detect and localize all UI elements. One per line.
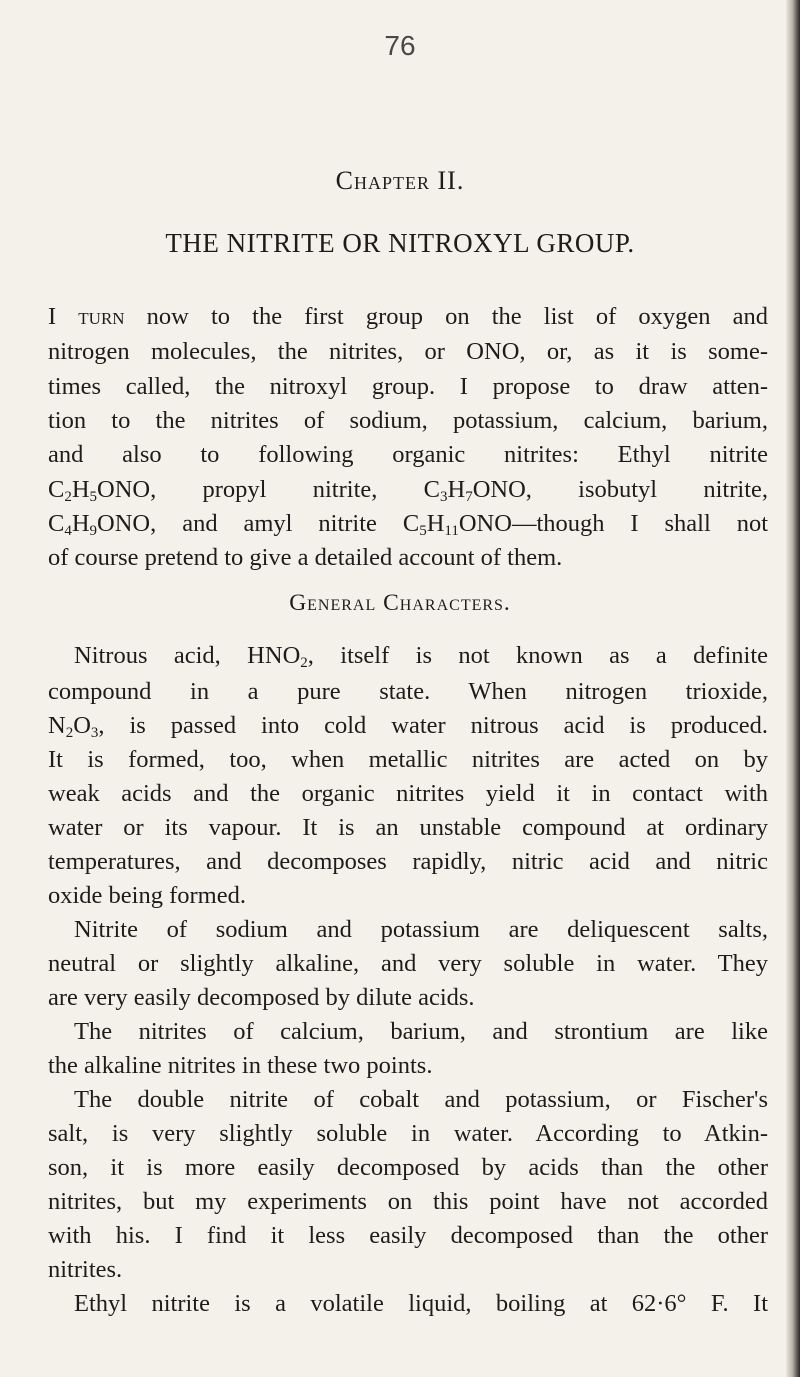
- text-line: are very easily decomposed by dilute acids.: [48, 984, 475, 1011]
- text-line: of course pretend to give a detailed account of them.: [48, 544, 563, 571]
- text-line: times called, the nitroxyl group. I propose to draw atten-: [48, 373, 768, 400]
- text-line: water or its vapour. It is an unstable compound at ordinary: [48, 814, 768, 841]
- text-line: $N_2O_3$, is passed into cold water nitrous acid is produced.: [48, 712, 768, 741]
- chapter-title: THE NITRITE OR NITROXYL GROUP.: [165, 228, 635, 258]
- text-line: weak acids and the organic nitrites yield it in contact with: [48, 780, 768, 807]
- text-line: Nitrous acid, $HNO_2$, itself is not known as a definite: [74, 642, 768, 671]
- text-line: temperatures, and decomposes rapidly, nitric acid and nitric: [48, 848, 768, 875]
- text-line: oxide being formed.: [48, 882, 246, 909]
- page-number: 76: [384, 30, 416, 61]
- text-line: compound in a pure state. When nitrogen trioxide,: [48, 678, 768, 705]
- text-line: $C_2H_5ONO$, propyl nitrite, $C_3H_7ONO$, isobutyl nitrite,: [48, 476, 769, 505]
- formula: $C_4H_9ONO$: [48, 510, 151, 539]
- text-line: Ethyl nitrite is a volatile liquid, boiling at 62·6° F. It: [74, 1290, 768, 1317]
- text-line: I turn now to the first group on the list of oxygen and: [48, 303, 768, 330]
- formula: $C_5H_{11}ONO$: [402, 510, 512, 539]
- text-line: $C_4H_9ONO$, and amyl nitrite $C_5H_{11}ONO—though$ I shall not: [48, 510, 769, 539]
- text-line: The double nitrite of cobalt and potassium, or Fischer's: [74, 1086, 768, 1113]
- text-line: nitrogen molecules, the nitrites, or ONO, or, as it is some-: [48, 338, 768, 365]
- text-line: son, it is more easily decomposed by acids than the other: [48, 1154, 768, 1181]
- text-line: The nitrites of calcium, barium, and strontium are like: [74, 1018, 768, 1045]
- chapter-heading: Chapter II.: [335, 166, 465, 195]
- text-line: nitrites, but my experiments on this point have not accorded: [48, 1188, 768, 1215]
- formula: $C_3H_7ONO$: [423, 476, 526, 505]
- text-line: salt, is very slightly soluble in water. According to Atkin-: [48, 1120, 768, 1147]
- text-line: Nitrite of sodium and potassium are deliquescent salts,: [74, 916, 768, 943]
- formula: $C_2H_5ONO$: [48, 476, 151, 505]
- text-line: tion to the nitrites of sodium, potassium, calcium, barium,: [48, 407, 768, 434]
- text-line: the alkaline nitrites in these two points.: [48, 1052, 433, 1079]
- section-heading: General Characters.: [289, 590, 511, 616]
- text-line: with his. I find it less easily decomposed than the other: [48, 1222, 768, 1249]
- text-line: neutral or slightly alkaline, and very soluble in water. They: [48, 950, 768, 977]
- text-line: It is formed, too, when metallic nitrites are acted on by: [48, 746, 768, 773]
- text-line: and also to following organic nitrites: Ethyl nitrite: [48, 441, 768, 468]
- lead-small-caps: I turn: [48, 303, 125, 330]
- page-edge-shadow: [786, 0, 800, 1377]
- text-line: nitrites.: [48, 1256, 123, 1283]
